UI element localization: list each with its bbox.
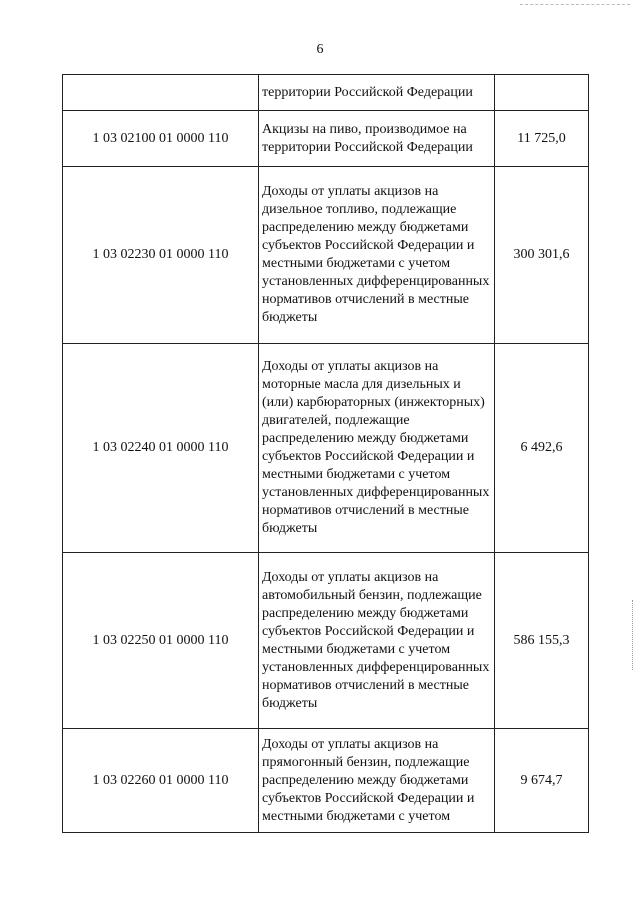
name-text: территории Российской Федерации xyxy=(262,84,473,100)
amount-cell xyxy=(495,75,589,111)
table-row xyxy=(63,729,589,833)
scan-artifact-edge xyxy=(632,600,634,670)
table-row xyxy=(63,111,589,167)
code-cell xyxy=(63,75,259,111)
table-row xyxy=(63,553,589,729)
code-cell: 1 03 02250 01 0000 110 xyxy=(63,553,259,729)
amount-cell: 586 155,3 xyxy=(495,553,589,729)
amount-cell: 300 301,6 xyxy=(495,167,589,344)
revenue-table xyxy=(62,74,589,833)
table-row xyxy=(63,167,589,344)
name-text: Доходы от уплаты акцизов на дизельное топливо, подлежащие распределению между бюджетами субъектов Российской Федерации и местными бюджетами с учетом установленных дифференцированных нормативов отчислений в местные бюджеты xyxy=(262,184,490,325)
table-row xyxy=(63,344,589,553)
name-cell xyxy=(259,553,495,729)
amount-cell: 11 725,0 xyxy=(495,111,589,167)
name-text: Доходы от уплаты акцизов на моторные масла для дизельных и (или) карбюраторных (инжекторных) двигателей, подлежащие распределению между бюджетами субъектов Российской Федерации и местными бюджетами с учетом установленных дифференцированных нормативов отчислений в местные бюджеты xyxy=(262,359,490,536)
name-cell xyxy=(259,729,495,833)
code-cell: 1 03 02260 01 0000 110 xyxy=(63,729,259,833)
code-cell: 1 03 02240 01 0000 110 xyxy=(63,344,259,553)
table-row xyxy=(63,75,589,111)
name-cell xyxy=(259,111,495,167)
name-text: Доходы от уплаты акцизов на автомобильный бензин, подлежащие распределению между бюджетами субъектов Российской Федерации и местными бюджетами с учетом установленных дифференцированных нормативов отчислений в местные бюджеты xyxy=(262,569,490,711)
amount-cell: 9 674,7 xyxy=(495,729,589,833)
scan-artifact-line xyxy=(520,4,630,5)
name-cell xyxy=(259,167,495,344)
name-text: Доходы от уплаты акцизов на прямогонный бензин, подлежащие распределению между бюджетами субъектов Российской Федерации и местными бюджетами с учетом xyxy=(262,736,475,824)
page-number: 6 xyxy=(316,42,324,57)
code-cell: 1 03 02230 01 0000 110 xyxy=(63,167,259,344)
amount-cell: 6 492,6 xyxy=(495,344,589,553)
name-cell xyxy=(259,344,495,553)
name-text: Акцизы на пиво, производимое на территории Российской Федерации xyxy=(262,121,473,155)
code-cell: 1 03 02100 01 0000 110 xyxy=(63,111,259,167)
name-cell xyxy=(259,75,495,111)
